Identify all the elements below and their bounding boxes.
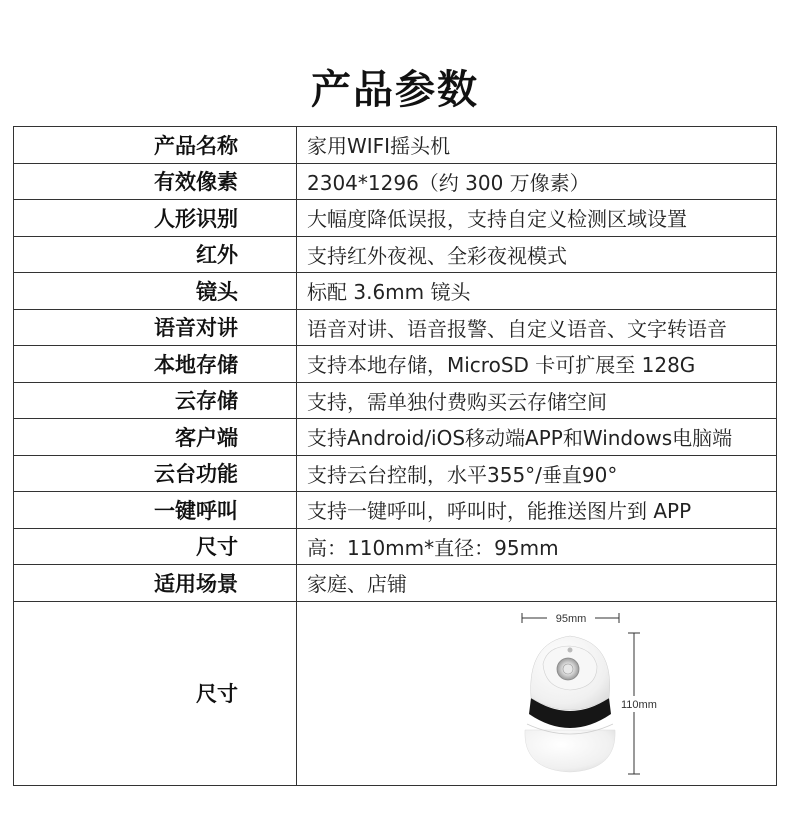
- spec-label: 本地存储: [14, 346, 297, 383]
- spec-value: 语音对讲、语音报警、自定义语音、文字转语音: [297, 309, 777, 346]
- dimension-label: 尺寸: [14, 601, 297, 785]
- spec-label: 红外: [14, 236, 297, 273]
- table-row: [14, 200, 777, 237]
- camera-dimension-diagram: [297, 602, 776, 785]
- spec-value: 高：110mm*直径：95mm: [297, 528, 777, 565]
- dimension-row: [14, 601, 777, 785]
- spec-label: 客户端: [14, 419, 297, 456]
- table-row: [14, 236, 777, 273]
- spec-value: 2304*1296（约 300 万像素）: [297, 163, 777, 200]
- spec-value: 支持一键呼叫，呼叫时，能推送图片到 APP: [297, 492, 777, 529]
- spec-label: 尺寸: [14, 528, 297, 565]
- spec-label: 产品名称: [14, 127, 297, 164]
- spec-value: 支持云台控制，水平355°/垂直90°: [297, 455, 777, 492]
- table-row: [14, 273, 777, 310]
- spec-label: 云存储: [14, 382, 297, 419]
- spec-label: 云台功能: [14, 455, 297, 492]
- table-row: [14, 565, 777, 602]
- width-dimension-label: 95mm: [555, 612, 587, 625]
- spec-label: 人形识别: [14, 200, 297, 237]
- spec-value: 家用WIFI摇头机: [297, 127, 777, 164]
- spec-value: 大幅度降低误报，支持自定义检测区域设置: [297, 200, 777, 237]
- table-row: [14, 455, 777, 492]
- spec-label: 镜头: [14, 273, 297, 310]
- spec-table: [13, 126, 777, 786]
- table-row: [14, 346, 777, 383]
- table-row: [14, 419, 777, 456]
- spec-value: 支持Android/iOS移动端APP和Windows电脑端: [297, 419, 777, 456]
- dimension-diagram-cell: [297, 601, 777, 785]
- spec-label: 适用场景: [14, 565, 297, 602]
- camera-diagram-svg: [297, 602, 790, 785]
- camera-illustration: [525, 636, 615, 772]
- page-title: 产品参数: [311, 67, 479, 113]
- spec-label: 语音对讲: [14, 309, 297, 346]
- spec-label: 有效像素: [14, 163, 297, 200]
- table-row: [14, 163, 777, 200]
- spec-value: 支持本地存储，MicroSD 卡可扩展至 128G: [297, 346, 777, 383]
- height-dimension-label: 110mm: [621, 698, 657, 711]
- table-row: [14, 382, 777, 419]
- spec-value: 家庭、店铺: [297, 565, 777, 602]
- table-row: [14, 127, 777, 164]
- table-row: [14, 492, 777, 529]
- table-row: [14, 309, 777, 346]
- spec-label: 一键呼叫: [14, 492, 297, 529]
- spec-value: 标配 3.6mm 镜头: [297, 273, 777, 310]
- spec-value: 支持，需单独付费购买云存储空间: [297, 382, 777, 419]
- table-row: [14, 528, 777, 565]
- spec-value: 支持红外夜视、全彩夜视模式: [297, 236, 777, 273]
